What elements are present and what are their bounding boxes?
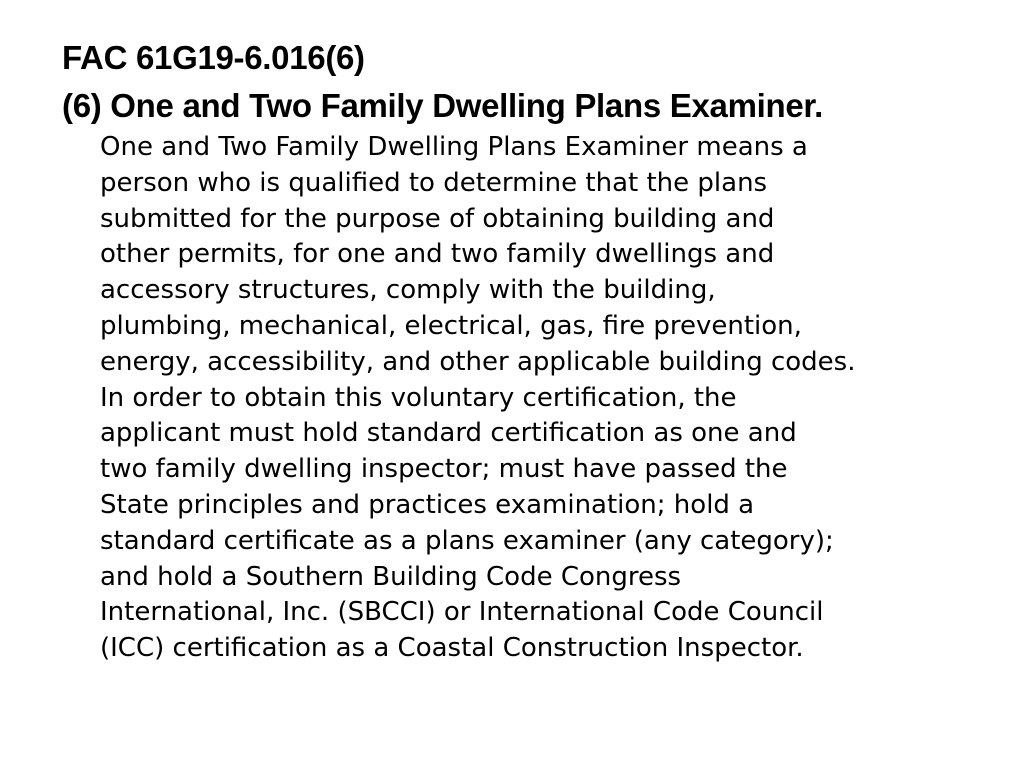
definition-paragraph [100, 130, 970, 667]
body-line: standard certificate as a plans examiner (any category); [100, 525, 834, 556]
body-line: person who is qualified to determine that the plans [100, 167, 768, 198]
body-line: and hold a Southern Building Code Congress [100, 561, 682, 592]
body-line: applicant must hold standard certification as one and [100, 418, 797, 449]
body-line: In order to obtain this voluntary certification, the [100, 382, 737, 413]
body-line: two family dwelling inspector; must have passed the [100, 454, 788, 485]
body-line: State principles and practices examination; hold a [100, 489, 755, 520]
body-line: accessory structures, comply with the building, [100, 275, 716, 306]
code-heading: FAC 61G19-6.016(6) [62, 39, 365, 76]
title-heading: (6) One and Two Family Dwelling Plans Examiner. [62, 87, 823, 124]
body-line: One and Two Family Dwelling Plans Examiner means a [100, 132, 808, 162]
body-line: (ICC) certification as a Coastal Construction Inspector. [100, 633, 804, 664]
body-line: energy, accessibility, and other applicable building codes. [100, 346, 856, 377]
body-line: submitted for the purpose of obtaining building and [100, 203, 775, 234]
body-line: plumbing, mechanical, electrical, gas, fire prevention, [100, 310, 802, 341]
body-line: International, Inc. (SBCCI) or International Code Council [100, 597, 824, 628]
body-line: other permits, for one and two family dwellings and [100, 239, 775, 270]
